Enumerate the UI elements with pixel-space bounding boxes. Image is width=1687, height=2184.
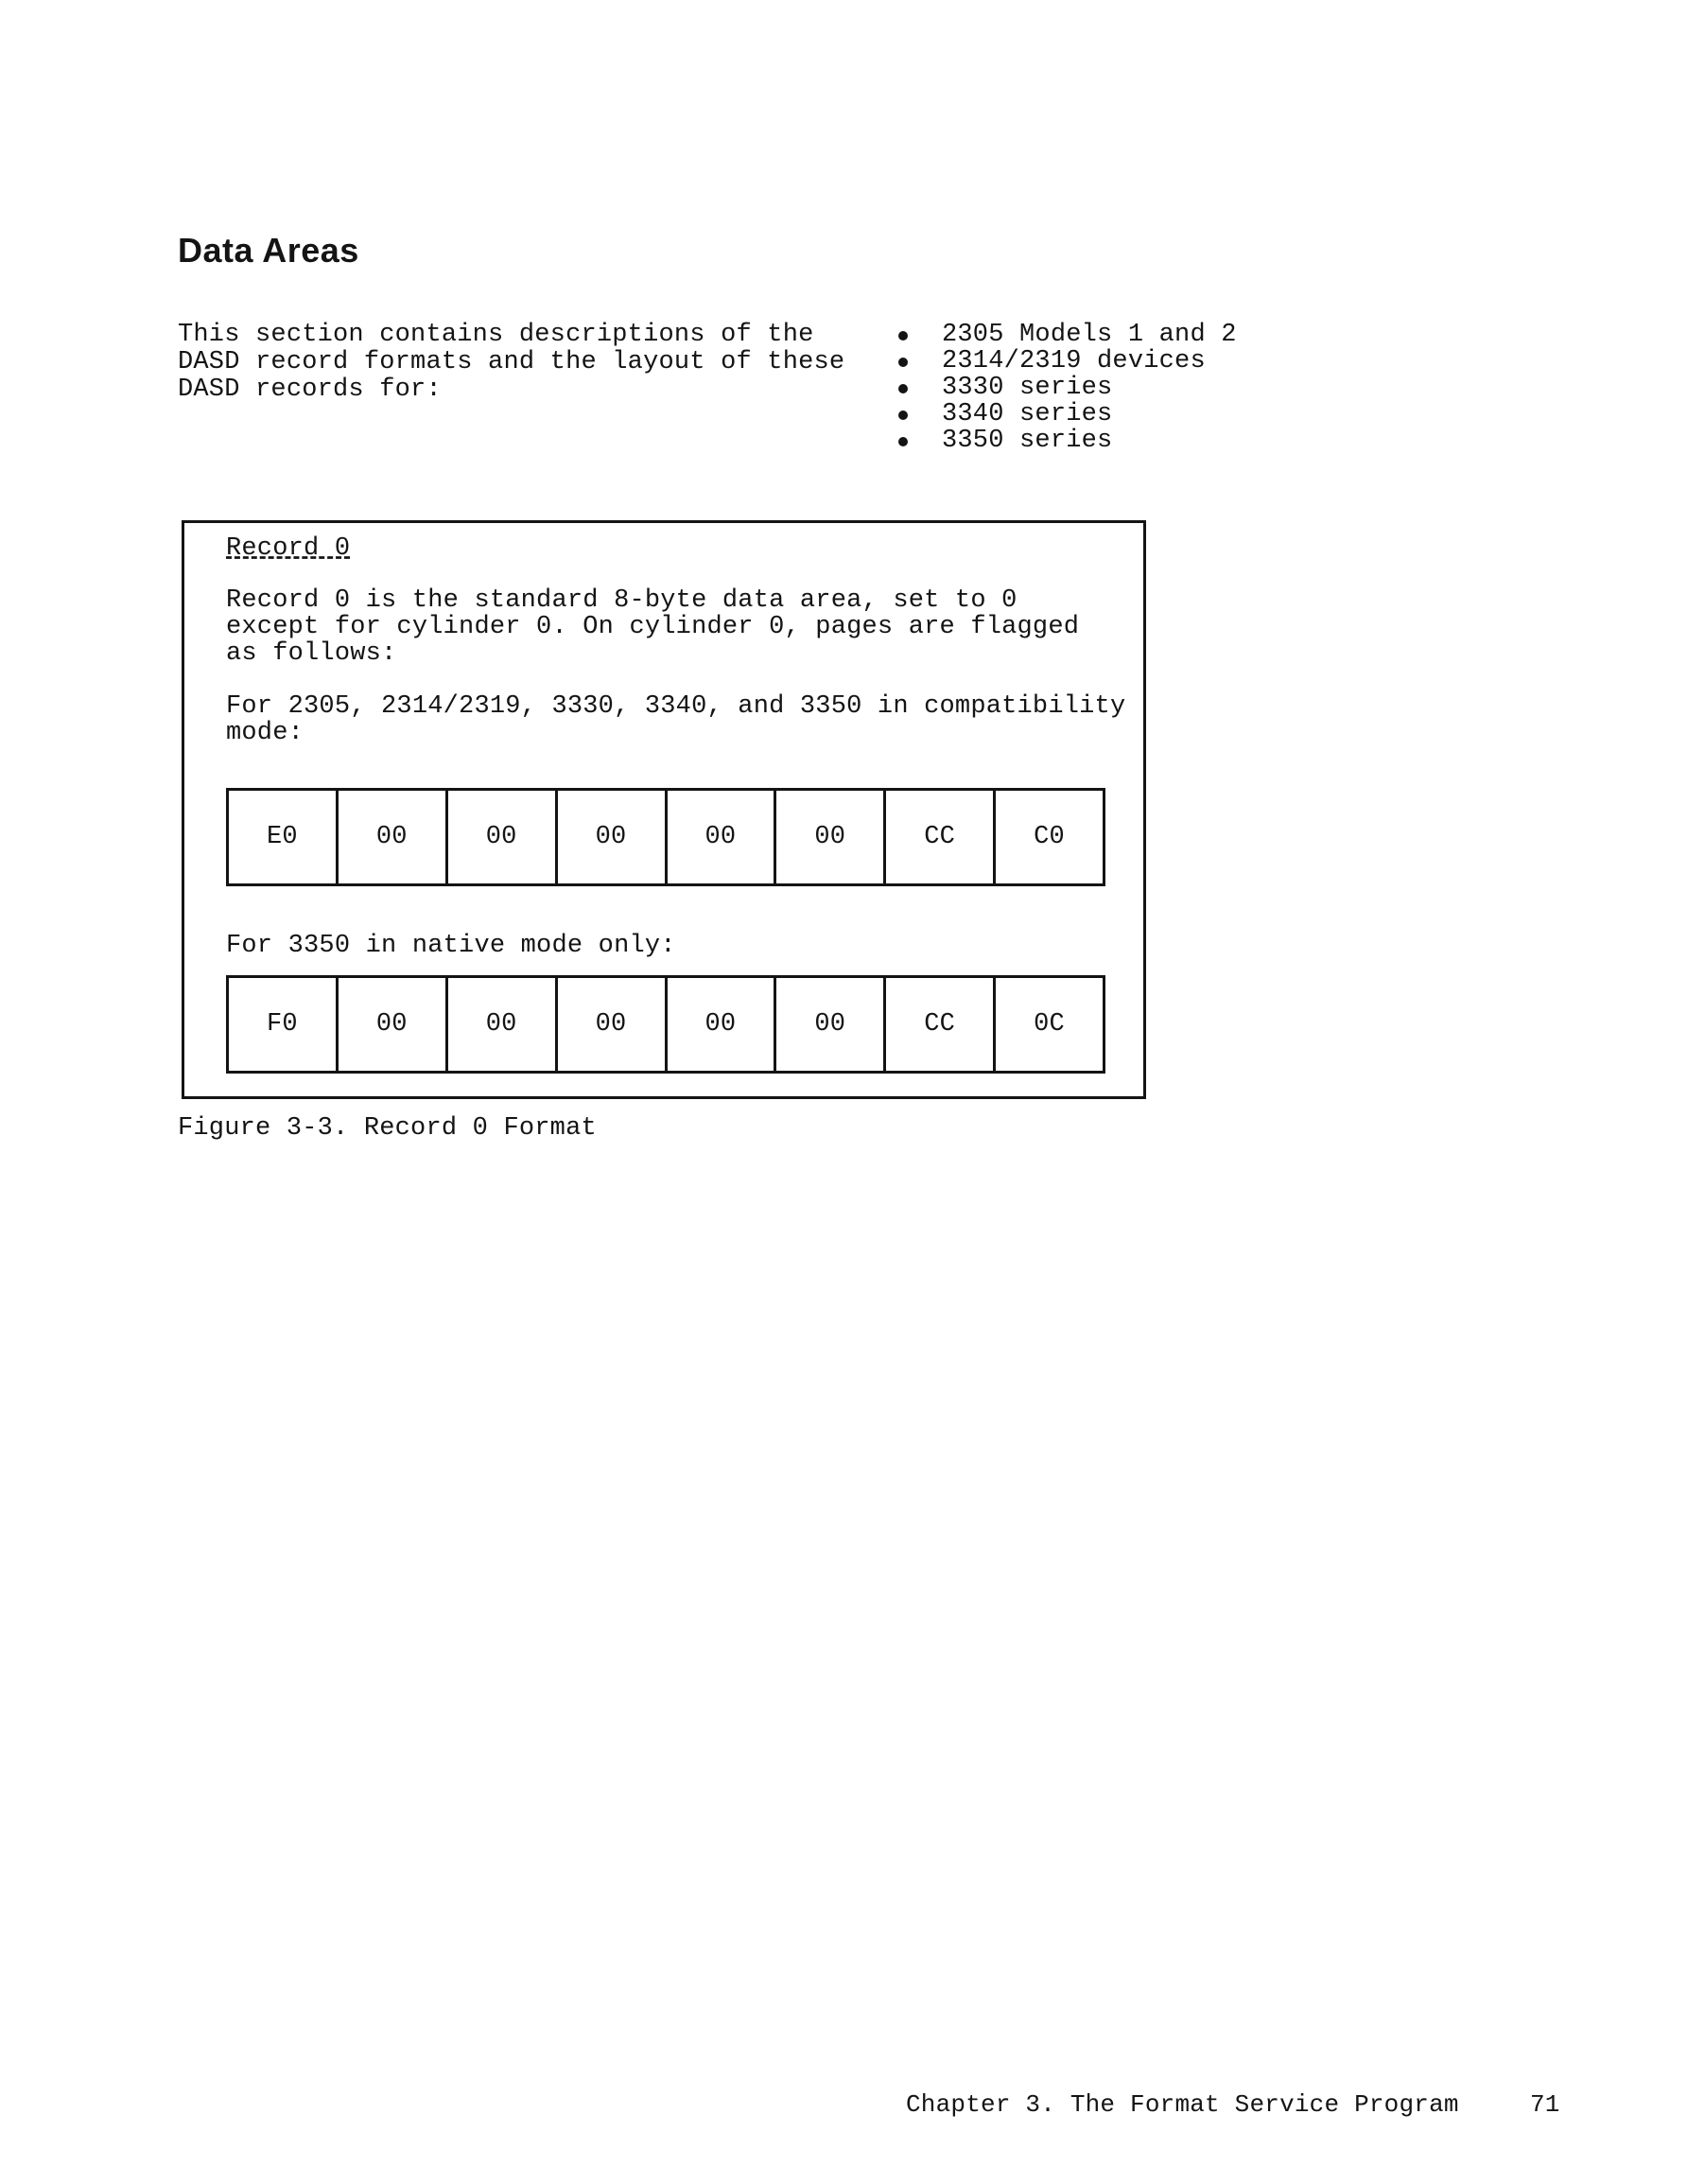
figure-description: Record 0 is the standard 8-byte data area, set to 0 except for cylinder 0. On cylinder 0, pages are flagged as follows: xyxy=(226,586,1080,668)
native-byte-table xyxy=(226,975,1105,1074)
compatibility-mode-label: For 2305, 2314/2319, 3330, 3340, and 3350 in compatibility mode: xyxy=(226,692,1126,747)
byte-cell: 00 xyxy=(337,977,446,1073)
record-0-figure xyxy=(182,520,1146,1099)
byte-cell: 00 xyxy=(446,977,556,1073)
device-list xyxy=(891,322,1237,454)
byte-cell: 00 xyxy=(556,790,666,885)
byte-row xyxy=(228,790,1104,885)
byte-row xyxy=(228,977,1104,1073)
device-list-item: 3340 series xyxy=(891,401,1237,428)
device-list-item: 3330 series xyxy=(891,375,1237,401)
byte-cell: 00 xyxy=(666,977,775,1073)
byte-cell: 00 xyxy=(666,790,775,885)
byte-cell: E0 xyxy=(228,790,338,885)
byte-cell: 00 xyxy=(775,790,885,885)
native-mode-label: For 3350 in native mode only: xyxy=(226,932,676,960)
footer-chapter-title: Chapter 3. The Format Service Program xyxy=(906,2090,1459,2119)
byte-cell: C0 xyxy=(995,790,1104,885)
device-list-item: 2305 Models 1 and 2 xyxy=(891,322,1237,348)
byte-cell: F0 xyxy=(228,977,338,1073)
intro-paragraph: This section contains descriptions of the DASD record formats and the layout of these DASD records for: xyxy=(178,321,861,404)
page-number: 71 xyxy=(1530,2090,1560,2119)
byte-cell: 00 xyxy=(556,977,666,1073)
figure-heading: Record 0 xyxy=(226,534,351,563)
byte-cell: 00 xyxy=(446,790,556,885)
byte-cell: 00 xyxy=(337,790,446,885)
byte-cell: 00 xyxy=(775,977,885,1073)
byte-cell: 0C xyxy=(995,977,1104,1073)
byte-cell: CC xyxy=(885,790,995,885)
section-heading: Data Areas xyxy=(178,231,359,270)
byte-cell: CC xyxy=(885,977,995,1073)
compatibility-byte-table xyxy=(226,788,1105,886)
figure-caption: Figure 3-3. Record 0 Format xyxy=(178,1114,597,1143)
device-list-item: 2314/2319 devices xyxy=(891,348,1237,375)
device-list-item: 3350 series xyxy=(891,428,1237,454)
